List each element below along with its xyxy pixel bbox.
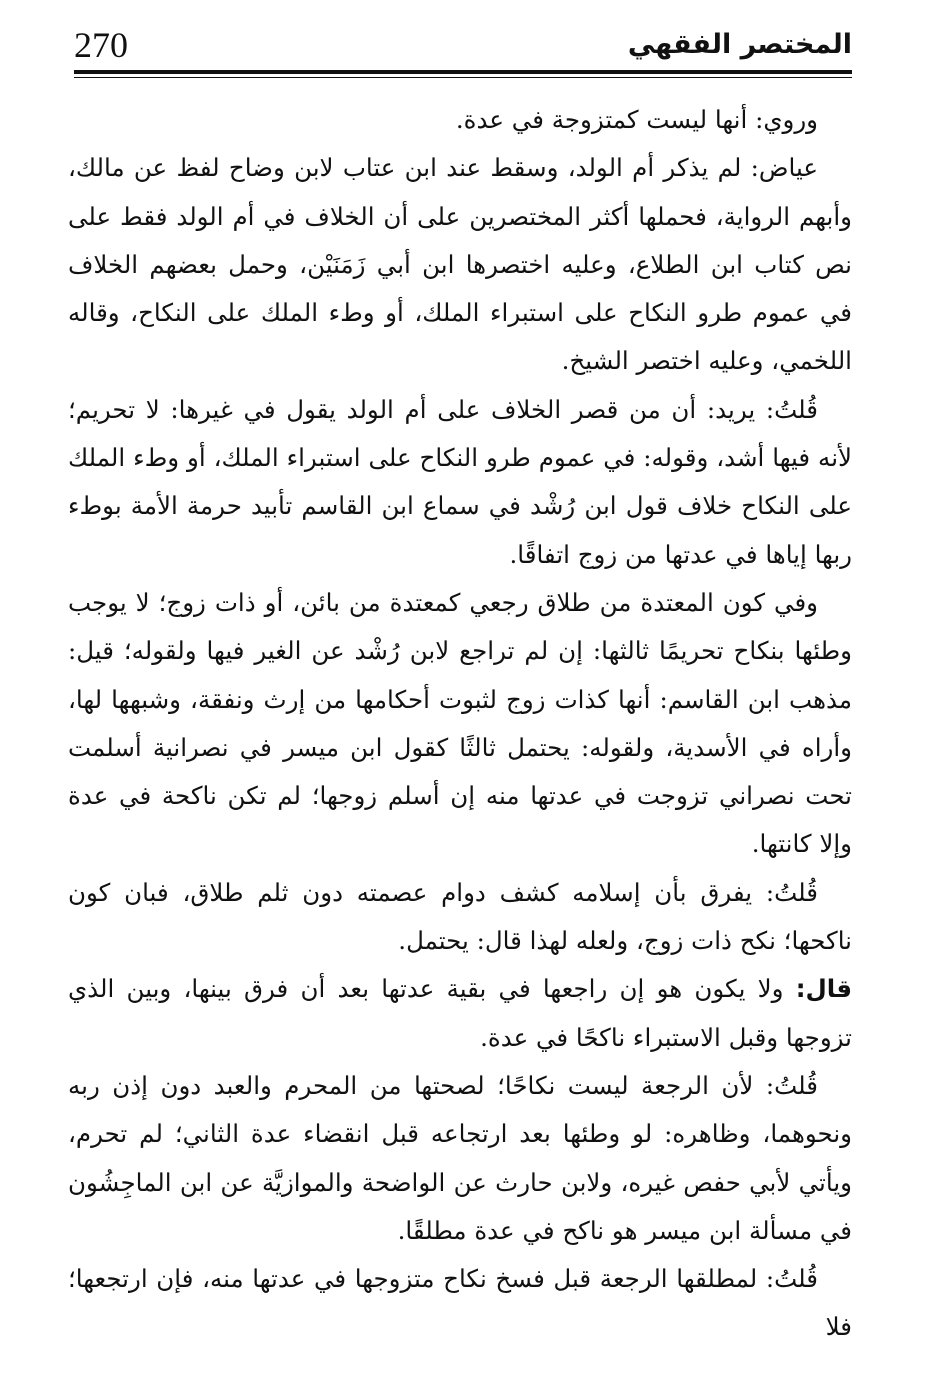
paragraph — [68, 1062, 852, 1255]
header-rule-thick — [74, 70, 852, 74]
page-body — [68, 96, 852, 1352]
paragraph — [68, 965, 852, 1062]
paragraph — [68, 144, 852, 385]
paragraph-text: قُلتُ: يفرق بأن إسلامه كشف دوام عصمته دون ثلم طلاق، فبان كون ناكحها؛ نكح ذات زوج، ولعله لهذا قال: يحتمل. — [68, 877, 852, 956]
page-header — [74, 22, 852, 68]
paragraph-text: قُلتُ: لمطلقها الرجعة قبل فسخ نكاح متزوجها في عدتها منه، فإن ارتجعها؛ فلا — [68, 1264, 852, 1342]
paragraph — [68, 96, 852, 144]
paragraph-lead: قال: — [795, 974, 852, 1004]
page-number: 270 — [74, 25, 128, 65]
paragraph-text: عياض: لم يذكر أم الولد، وسقط عند ابن عتاب لابن وضاح لفظ عن مالك، وأبهم الرواية، فحملها أكثر المختصرين على أن الخلاف في أم الولد فقط على نص كتاب ابن الطلاع، وعليه اختصرها ابن أبي زَمَنَيْن، وحمل بعضهم الخلاف في عموم طرو النكاح على استبراء الملك، أو وطء الملك على النكاح، وقاله اللخمي، وعليه اختصر الشيخ. — [68, 153, 852, 376]
paragraph-text: قُلتُ: لأن الرجعة ليست نكاحًا؛ لصحتها من المحرم والعبد دون إذن ربه ونحوهما، وظاهره: لو وطئها بعد ارتجاعه قبل انقضاء عدة الثاني؛ لم تحرم، ويأتي لأبي حفص غيره، ولابن حارث عن الواضحة والموازيَّة عن ابن الماجِشُون في مسألة ابن ميسر هو ناكح في عدة مطلقًا. — [68, 1070, 852, 1245]
paragraph-text: قُلتُ: يريد: أن من قصر الخلاف على أم الولد يقول في غيرها: لا تحريم؛ لأنه فيها أشد، وقوله: في عموم طرو النكاح على استبراء الملك، أو وطء الملك على النكاح خلاف قول ابن رُشْد في سماع ابن القاسم تأبيد حرمة الأمة بوطء ربها إياها في عدتها من زوج اتفاقًا. — [68, 394, 852, 569]
header-rule-thin — [74, 77, 852, 78]
paragraph — [68, 579, 852, 869]
paragraph-text: وروي: أنها ليست كمتزوجة في عدة. — [455, 105, 818, 134]
paragraph — [68, 869, 852, 966]
paragraph-text: وفي كون المعتدة من طلاق رجعي كمعتدة من بائن، أو ذات زوج؛ لا يوجب وطئها بنكاح تحريمًا ثالثها: إن لم تراجع لابن رُشْد عن الغير فيها ولقوله؛ قيل: مذهب ابن القاسم: أنها كذات زوج لثبوت أحكامها من إرث ونفقة، وشبهها لها، وأراه في الأسدية، ولقوله: يحتمل ثالثًا كقول ابن ميسر في نصرانية أسلمت تحت نصراني تزوجت في عدتها منه إن أسلم زوجها؛ لم تكن ناكحة في عدة وإلا كانتها. — [68, 587, 852, 859]
paragraph — [68, 386, 852, 579]
paragraph-text: ولا يكون هو إن راجعها في بقية عدتها بعد أن فرق بينها، وبين الذي تزوجها وقبل الاستبراء ناكحًا في عدة. — [68, 974, 852, 1052]
book-title: المختصر الفقهي — [627, 29, 852, 60]
paragraph — [68, 1255, 852, 1352]
